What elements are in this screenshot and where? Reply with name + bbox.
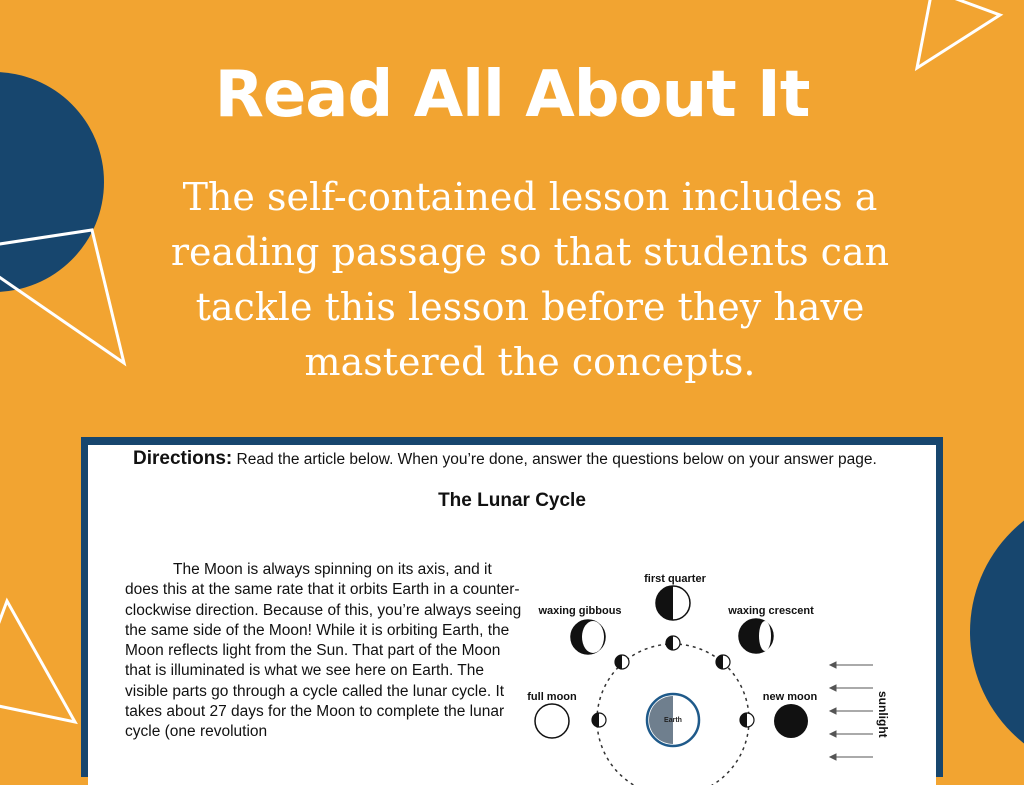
new-moon-label: new moon bbox=[762, 691, 818, 703]
orbit-moon-upper-left-icon bbox=[615, 655, 629, 669]
sunlight-label: sunlight bbox=[876, 691, 890, 738]
lunar-cycle-diagram bbox=[88, 445, 936, 785]
orbit-moon-right-icon bbox=[740, 713, 754, 727]
earth-label: Earth bbox=[664, 717, 682, 724]
directions-label: Directions: bbox=[133, 448, 233, 469]
new-moon-icon bbox=[774, 704, 808, 738]
navy-circle-right bbox=[970, 490, 1024, 768]
slide-subtitle: The self-contained lesson includes a reading passage so that students can tackle this lesson before they have mastered the concepts. bbox=[170, 175, 890, 384]
waxing-crescent-moon-icon bbox=[739, 619, 773, 653]
full-moon-label: full moon bbox=[527, 691, 577, 703]
waxing-gibbous-label: waxing gibbous bbox=[538, 605, 622, 617]
orbit-moon-upper-right-icon bbox=[716, 655, 730, 669]
earth-icon bbox=[647, 694, 699, 746]
worksheet-title: The Lunar Cycle bbox=[438, 490, 586, 511]
first-quarter-label: first quarter bbox=[644, 573, 706, 585]
waxing-crescent-label: waxing crescent bbox=[728, 605, 814, 617]
full-moon-icon bbox=[535, 704, 569, 738]
outline-triangle-bottom-left bbox=[0, 601, 75, 722]
sunlight-arrows bbox=[830, 662, 873, 760]
orbit-moon-top-icon bbox=[666, 636, 680, 650]
waxing-gibbous-moon-icon bbox=[571, 620, 605, 654]
first-quarter-moon-icon bbox=[656, 586, 690, 620]
worksheet-preview-frame bbox=[81, 437, 943, 777]
directions-body: Read the article below. When you’re done, answer the questions below on your answer page. bbox=[232, 451, 877, 468]
worksheet-page bbox=[88, 445, 936, 785]
orbit-moon-left-icon bbox=[592, 713, 606, 727]
slide-title: Read All About It bbox=[214, 58, 810, 132]
passage-text: The Moon is always spinning on its axis, and it does this at the same rate that it orbits Earth in a counter-clockwise direction. Because of this, you’re always seeing the same side of the Moon! While it is orbiting Earth, the Moon reflects light from the Sun. That part of the Moon that is illuminated is what we see here on Earth. The visible parts go through a cycle called the lunar cycle. It takes about 27 days for the Moon to complete the lunar cycle (one revolution bbox=[125, 561, 522, 741]
